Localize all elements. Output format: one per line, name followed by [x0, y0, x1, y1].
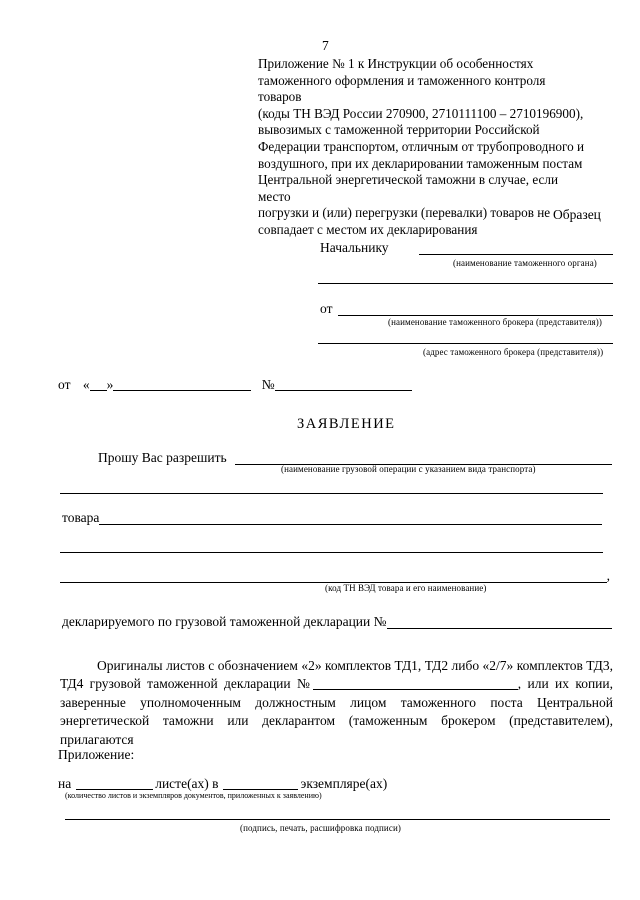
- operation-caption: (наименование грузовой операции с указанием вида транспорта): [281, 464, 536, 474]
- appendix-note-line: Центральной энергетической таможни в случае, если место: [258, 172, 559, 204]
- open-quote: «: [82, 377, 90, 392]
- trailing-comma: ,: [606, 568, 610, 583]
- appendix-note: [258, 56, 590, 239]
- originals-gtd-number-blank[interactable]: [313, 678, 518, 690]
- customs-authority-caption: (наименование таможенного органа): [453, 258, 597, 268]
- gtd-label: декларируемого по грузовой таможенной декларации №: [62, 614, 387, 629]
- sheets-label: листе(ах) в: [155, 776, 219, 791]
- originals-text-part2: , или их копии, заверенные уполномоченным должностным лицом таможенного поста Центральной энергетической таможни или декларантом (таможенным брокером (представителем), прилагаются: [60, 676, 614, 747]
- statement-title: ЗАЯВЛЕНИЕ: [297, 416, 396, 432]
- appendix-note-line: Приложение № 1 к Инструкции об особенностях: [258, 56, 534, 71]
- broker-name-blank[interactable]: [338, 315, 613, 316]
- sheets-row: [58, 776, 387, 792]
- sheets-count-blank[interactable]: [76, 778, 153, 790]
- signature-line[interactable]: [65, 819, 610, 820]
- appendix-note-line: вывозимых с таможенной территории Российской: [258, 122, 540, 138]
- broker-name-caption: (наименование таможенного брокера (представителя)): [388, 317, 602, 327]
- appendix-note-line: Федерации транспортом, отличным от трубопроводного и: [258, 138, 585, 154]
- doc-date-label: от: [58, 377, 71, 392]
- goods-row: [62, 510, 602, 525]
- broker-address-caption: (адрес таможенного брокера (представителя)): [423, 347, 604, 357]
- from-label: от: [320, 301, 333, 316]
- appendix-note-line: совпадает с местом их декларирования: [258, 221, 478, 237]
- customs-authority-line2[interactable]: [318, 283, 613, 284]
- gtd-number-blank[interactable]: [387, 628, 613, 629]
- attachment-count-caption: (количество листов и экземпляров документов, приложенных к заявлению): [65, 791, 322, 800]
- goods-code-row: [60, 568, 610, 583]
- goods-name-blank[interactable]: [99, 524, 602, 525]
- appendix-note-line: погрузки и (или) перегрузки (перевалки) товаров не: [258, 205, 551, 221]
- doc-number-blank[interactable]: [275, 379, 412, 391]
- date-day-blank[interactable]: [90, 379, 107, 391]
- sample-label: Образец: [553, 207, 601, 222]
- goods-line2[interactable]: [60, 552, 603, 553]
- close-quote: »: [106, 377, 114, 392]
- doc-date-number-row: [58, 377, 412, 393]
- page-number: 7: [322, 38, 329, 53]
- request-row: [98, 450, 612, 465]
- date-month-blank[interactable]: [113, 379, 251, 391]
- originals-paragraph: [60, 657, 613, 749]
- signature-caption: (подпись, печать, расшифровка подписи): [240, 823, 401, 833]
- doc-number-sign: №: [261, 377, 275, 392]
- goods-code-caption: (код ТН ВЭД товара и его наименование): [325, 583, 487, 593]
- request-label: Прошу Вас разрешить: [98, 450, 227, 465]
- appendix-note-line: (коды ТН ВЭД России 270900, 2710111100 – 2710196900),: [258, 105, 584, 121]
- chief-label: Начальнику: [320, 240, 389, 255]
- operation-line2[interactable]: [60, 493, 603, 494]
- broker-from-row: [320, 301, 613, 316]
- copies-count-blank[interactable]: [223, 778, 298, 790]
- gtd-row: [62, 614, 612, 629]
- goods-label: товара: [62, 510, 100, 525]
- copies-label: экземпляре(ах): [300, 776, 388, 791]
- customs-authority-blank[interactable]: [419, 254, 613, 255]
- addressee-to-row: [320, 240, 613, 255]
- attachment-label: Приложение:: [58, 747, 135, 762]
- sheets-prefix: на: [58, 776, 72, 791]
- appendix-note-line: воздушного, при их декларировании таможенным постам: [258, 155, 583, 171]
- originals-text-part1: Оригиналы листов с обозначением «2» комплектов ТД1, ТД2 либо «2/7» комплектов ТД3, ТД4 грузовой таможенной декларации №: [60, 658, 613, 692]
- appendix-note-line: таможенного оформления и таможенного контроля товаров: [258, 72, 546, 105]
- broker-address-line[interactable]: [318, 343, 613, 344]
